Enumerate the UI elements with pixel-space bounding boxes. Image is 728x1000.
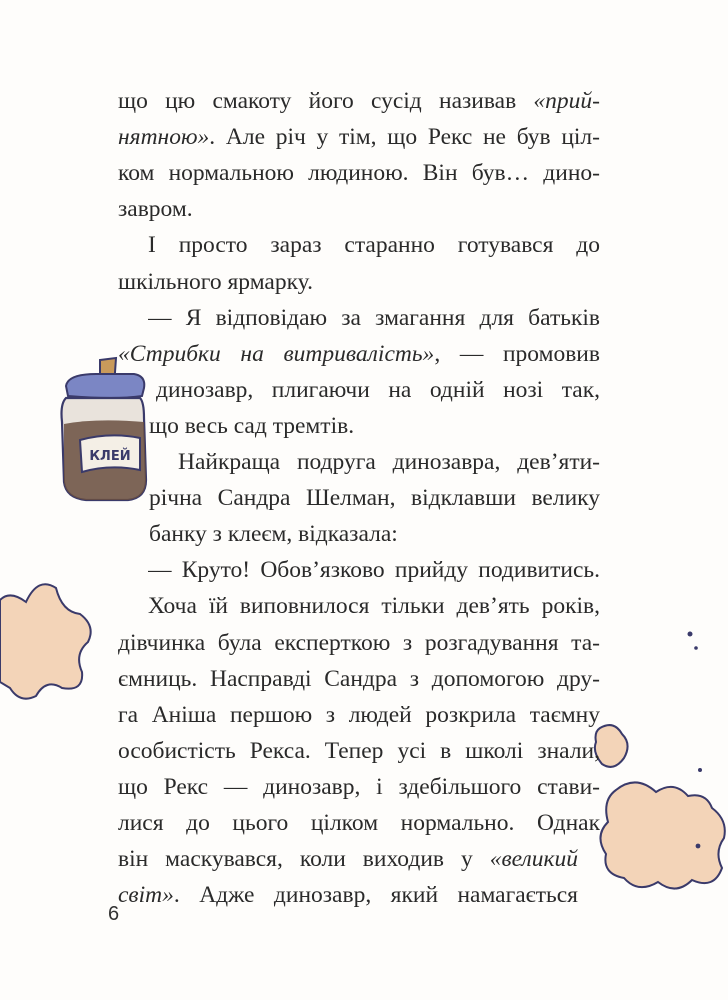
text-run: І просто зараз старанно готувався до [148, 232, 600, 259]
text-run: банку з клеєм, відказала: [149, 521, 398, 548]
italic-phrase: «великий [489, 846, 578, 873]
italic-phrase: «прий- [533, 88, 600, 114]
text-line [149, 408, 600, 444]
text-line [148, 588, 600, 624]
text-line [118, 661, 600, 697]
text-run: що цю смакоту його сусід називав [118, 88, 534, 114]
text-line [149, 480, 600, 516]
text-line [118, 83, 600, 119]
text-run: річна Сандра Шелман, відклавши велику [149, 485, 600, 512]
text-run: , — промовив [434, 340, 600, 367]
jar-label: КЛЕЙ [89, 449, 131, 464]
text-line [149, 516, 600, 552]
text-run: шкільного ярмарку. [118, 268, 313, 295]
text-line [118, 697, 600, 733]
text-line [156, 372, 600, 408]
text-run: Хоча їй виповнилося тільки дев’ять років, [148, 593, 600, 620]
text-run: що весь сад тремтів. [149, 412, 355, 439]
text-line [118, 733, 600, 769]
text-line [118, 155, 600, 191]
text-line [178, 444, 600, 480]
italic-phrase: «Стрибки на витривалість» [118, 340, 435, 367]
glue-jar-illustration [56, 352, 156, 512]
text-run: динозавр, плигаючи на одній нозі так, [156, 376, 600, 403]
text-run: ком нормальною людиною. Він був… дино- [118, 160, 600, 187]
text-run: що Рекс — динозавр, і здебільшого стави- [118, 773, 600, 800]
text-run: . Але річ у тім, що Рекс не був ціл- [209, 124, 600, 151]
text-run: Найкраща подруга динозавра, дев’яти- [178, 449, 600, 475]
text-line [118, 769, 600, 805]
text-run: . Адже динозавр, який намагається [173, 882, 578, 909]
text-line [148, 552, 600, 588]
text-run: особистість Рекса. Тепер усі в школі знали, [118, 737, 600, 764]
italic-phrase: світ» [118, 882, 174, 909]
text-run: — Я відповідаю за змагання для батьків [148, 304, 600, 331]
text-run: дівчинка була експерткою з розгадування та- [118, 629, 600, 656]
page-number: 6 [108, 903, 120, 925]
text-run: га Аніша першою з людей розкрила таємну [118, 701, 600, 728]
italic-phrase: нятною» [118, 124, 210, 151]
text-run: лися до цього цілком нормально. Однак [118, 810, 600, 836]
text-line [118, 841, 578, 877]
text-run: ємниць. Насправді Сандра з допомогою дру- [118, 665, 600, 692]
text-line [118, 877, 578, 913]
splatter-dots-decoration [680, 620, 720, 860]
text-run: він маскувався, коли виходив у [118, 846, 490, 873]
text-run: завром. [118, 196, 193, 223]
text-line [118, 264, 600, 300]
text-line [118, 336, 600, 372]
text-line [148, 300, 600, 336]
text-line [118, 805, 600, 841]
text-line [118, 625, 600, 661]
text-line [148, 227, 600, 263]
text-line [118, 119, 600, 155]
text-run: — Круто! Обов’язково прийду подивитись. [148, 557, 600, 584]
blob-left-decoration [0, 578, 100, 703]
text-line [118, 191, 600, 227]
